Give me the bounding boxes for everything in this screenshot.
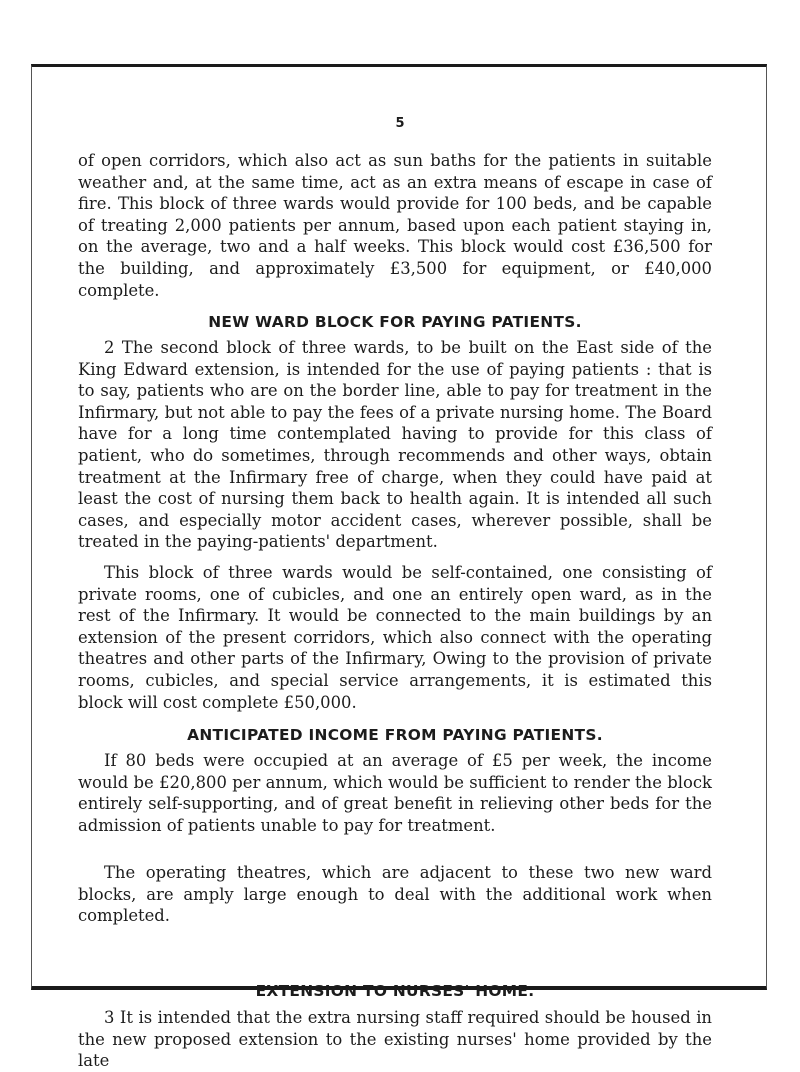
paragraph-open-corridors: of open corridors, which also act as sun baths for the patients in suitable weather and, at the same time, act as an extra means of escape in case of fire. This block of three wards would provide for 100 beds, and be capable of treating 2,000 patients per annum, based upon each patient staying in, on the average, two and a half weeks. This block would cost £36,500 for the building, and approximately £3,500 for equipment, or £40,000 complete. <box>78 151 712 300</box>
heading-anticipated-income: ANTICIPATED INCOME FROM PAYING PATIENTS. <box>187 726 603 744</box>
page-number: 5 <box>395 116 405 131</box>
heading-new-ward-block: NEW WARD BLOCK FOR PAYING PATIENTS. <box>208 313 582 331</box>
paragraph-second-block: 2 The second block of three wards, to be built on the East side of the King Edward extension, is intended for the use of paying patients : that is to say, patients who are on the border line, able to pay for treatment in the Infirmary, but not able to pay the fees of a private nursing home. The Board have for a long time contemplated having to provide for this class of patient, who do sometimes, through recommends and other ways, obtain treatment at the Infirmary free of charge, when they could have paid at least the cost of nursing them back to health again. It is intended all such cases, and especially motor accident cases, wherever possible, shall be treated in the paying-patients' department. <box>78 338 712 552</box>
paragraph-nursing-staff: 3 It is intended that the extra nursing staff required should be housed in the new proposed extension to the existing nurses' home provided by the late <box>78 1008 712 1071</box>
paragraph-operating-theatres: The operating theatres, which are adjacent to these two new ward blocks, are amply large enough to deal with the additional work when completed. <box>78 863 712 926</box>
paragraph-self-contained: This block of three wards would be self-contained, one consisting of private rooms, one of cubicles, and one an entirely open ward, as in the rest of the Infirmary. It would be connected to the main buildings by an extension of the present corridors, which also connect with the operating theatres and other parts of the Infirmary, Owing to the provision of private rooms, cubicles, and special service arrangements, it is estimated this block will cost complete £50,000. <box>78 563 712 712</box>
paragraph-income: If 80 beds were occupied at an average of £5 per week, the income would be £20,800 per annum, which would be sufficient to render the block entirely self-supporting, and of great benefit in relieving other beds for the admission of patients unable to pay for treatment. <box>78 751 712 835</box>
heading-nurses-home: EXTENSION TO NURSES' HOME. <box>255 982 535 1000</box>
